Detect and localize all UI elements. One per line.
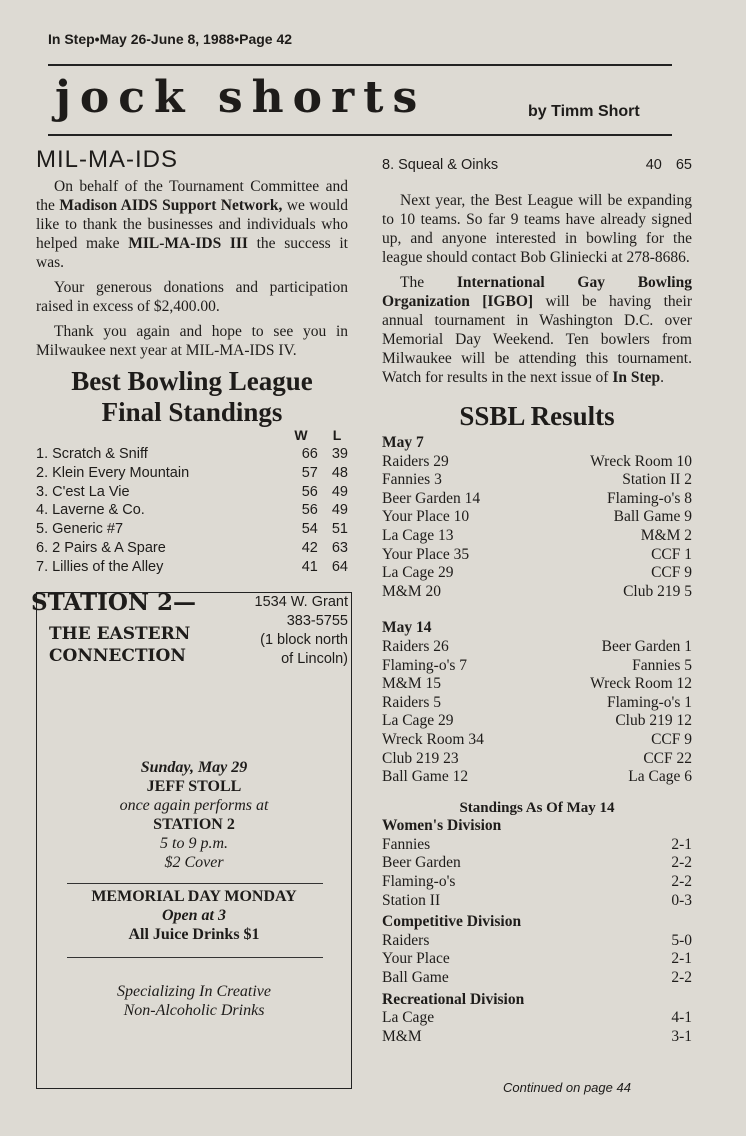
best-league-row xyxy=(36,501,348,520)
byline: by Timm Short xyxy=(528,103,640,120)
division-name: Women's Division xyxy=(382,817,502,835)
team-name: Flaming-o's xyxy=(382,873,456,891)
loser: Wreck Room 10 xyxy=(590,452,692,470)
best-league-headline: Best Bowling League Final Standings xyxy=(71,366,313,427)
record: 2-1 xyxy=(671,950,692,968)
standing-row xyxy=(382,892,692,911)
winner: Raiders 29 xyxy=(382,452,449,470)
standing-row xyxy=(382,1028,692,1047)
standing-row xyxy=(382,854,692,873)
result-row xyxy=(382,508,692,527)
result-row xyxy=(382,546,692,565)
standing-row xyxy=(382,873,692,892)
next-year-paragraph: Next year, the Best League will be expanding to 10 teams. So far 9 teams have already signed up, and anyone interested in bowling for the league should contact Bob Gliniecki at 278-8686. xyxy=(382,192,692,266)
loser: Ball Game 9 xyxy=(613,508,692,526)
ad-event: Sunday, May 29 JEFF STOLL once again performs at STATION 2 5 to 9 p.m. $2 Cover xyxy=(119,759,269,871)
loser: Beer Garden 1 xyxy=(601,637,692,655)
losses: 39 xyxy=(331,446,348,462)
loser: Station II 2 xyxy=(622,471,692,489)
result-row xyxy=(382,564,692,583)
division-name: Competitive Division xyxy=(382,913,522,931)
team-name: 6. 2 Pairs & A Spare xyxy=(36,539,166,556)
loser: Flaming-o's 8 xyxy=(606,489,692,507)
losses: 64 xyxy=(331,558,348,575)
loser: Flaming-o's 1 xyxy=(606,693,692,711)
standings-title: Standings As Of May 14 xyxy=(459,799,615,816)
record: 3-1 xyxy=(671,1027,692,1045)
record: 2-2 xyxy=(671,969,692,987)
team-name: Your Place xyxy=(382,950,450,968)
top-rule xyxy=(48,64,672,66)
result-row xyxy=(382,750,692,769)
wins: 41 xyxy=(301,558,318,575)
result-row xyxy=(382,583,692,602)
right-column xyxy=(382,156,692,1046)
left-column xyxy=(36,146,349,577)
result-row xyxy=(382,712,692,731)
may14-label: May 14 xyxy=(382,619,432,637)
team-name: Station II xyxy=(382,891,441,909)
team-name: Beer Garden xyxy=(382,854,461,872)
losses: 49 xyxy=(331,483,348,500)
loser: Fannies 5 xyxy=(632,656,692,674)
losses: 51 xyxy=(331,521,348,538)
best-league-table xyxy=(36,426,348,577)
page-folio: In Step•May 26-June 8, 1988•Page 42 xyxy=(48,31,293,47)
team-name: Raiders xyxy=(382,931,430,949)
winner: Raiders 5 xyxy=(382,693,441,711)
standing-row xyxy=(382,969,692,988)
team-name: Ball Game xyxy=(382,969,449,987)
loser: CCF 1 xyxy=(651,545,692,563)
team-name: La Cage xyxy=(382,1009,435,1027)
ad-specializing: Specializing In Creative Non-Alcoholic Drinks xyxy=(116,983,272,1019)
ad-name-line2: THE EASTERN xyxy=(49,624,191,644)
result-row xyxy=(382,657,692,676)
loser: La Cage 6 xyxy=(628,768,692,786)
loser: Wreck Room 12 xyxy=(590,675,692,693)
winner: Your Place 10 xyxy=(382,508,470,526)
winner: Raiders 26 xyxy=(382,637,449,655)
wins: 42 xyxy=(301,539,318,556)
ad-name-line1: STATION 2— xyxy=(31,589,196,616)
continued-note: Continued on page 44 xyxy=(503,1080,631,1095)
best-league-row xyxy=(36,539,348,558)
record: 5-0 xyxy=(671,931,692,949)
loser: CCF 22 xyxy=(643,749,692,767)
result-row xyxy=(382,694,692,713)
winner: La Cage 29 xyxy=(382,712,454,730)
station2-advertisement xyxy=(31,589,352,1089)
ad-address: 1534 W. Grant 383-5755 (1 block north of Lincoln) xyxy=(254,594,348,667)
record: 2-2 xyxy=(671,854,692,872)
best-league-row xyxy=(36,483,348,502)
team-name: 1. Scratch & Sniff xyxy=(36,446,148,462)
may7-label: May 7 xyxy=(382,434,424,451)
team-name: 3. C'est La Vie xyxy=(36,483,130,500)
milmaids-paragraph-2: Your generous donations and participation raised in excess of $2,400.00. xyxy=(36,279,348,315)
section-masthead: jock shorts xyxy=(55,72,427,123)
milmaids-title: MIL-MA-IDS xyxy=(36,146,178,173)
best-league-row-8: 8. Squeal & Oinks 40 65 xyxy=(382,157,692,173)
result-row xyxy=(382,527,692,546)
wins: 54 xyxy=(301,521,318,538)
result-row xyxy=(382,471,692,490)
ad-divider-2 xyxy=(67,957,323,958)
loser: CCF 9 xyxy=(651,730,692,748)
winner: Wreck Room 34 xyxy=(382,730,484,748)
best-league-header: W L xyxy=(294,427,342,443)
division-name: Recreational Division xyxy=(382,990,525,1008)
record: 2-2 xyxy=(671,873,692,891)
wins: 57 xyxy=(301,464,318,481)
wins: 56 xyxy=(301,502,318,519)
losses: 63 xyxy=(331,539,348,556)
ad-divider-1 xyxy=(67,883,323,884)
winner: La Cage 29 xyxy=(382,564,454,582)
best-league-row xyxy=(36,464,348,483)
team-name: 4. Laverne & Co. xyxy=(36,502,145,519)
winner: Beer Garden 14 xyxy=(382,489,481,507)
winner: Your Place 35 xyxy=(382,545,470,563)
result-row xyxy=(382,638,692,657)
ad-memorial: MEMORIAL DAY MONDAY Open at 3 All Juice Drinks $1 xyxy=(91,888,297,943)
record: 4-1 xyxy=(671,1009,692,1027)
team-name: M&M xyxy=(382,1027,422,1045)
team-name: 2. Klein Every Mountain xyxy=(36,464,190,481)
ssbl-results xyxy=(382,434,692,1046)
record: 0-3 xyxy=(671,891,692,909)
winner: Club 219 23 xyxy=(382,749,459,767)
masthead-rule xyxy=(48,134,672,136)
result-row xyxy=(382,768,692,787)
result-row xyxy=(382,731,692,750)
winner: M&M 20 xyxy=(382,582,441,600)
loser: Club 219 12 xyxy=(615,712,692,730)
standing-row xyxy=(382,1009,692,1028)
result-row xyxy=(382,490,692,509)
team-name: 7. Lillies of the Alley xyxy=(36,558,164,575)
winner: Ball Game 12 xyxy=(382,768,469,786)
result-row xyxy=(382,675,692,694)
standing-row xyxy=(382,932,692,951)
record: 2-1 xyxy=(671,835,692,853)
winner: Fannies 3 xyxy=(382,471,442,489)
team-name: 5. Generic #7 xyxy=(36,521,124,538)
losses: 48 xyxy=(331,464,348,481)
wins: 56 xyxy=(301,483,318,500)
winner: Flaming-o's 7 xyxy=(382,656,468,674)
ad-name-line3: CONNECTION xyxy=(49,646,186,666)
loser: M&M 2 xyxy=(640,526,692,544)
best-league-row xyxy=(36,520,348,539)
losses: 49 xyxy=(331,502,348,519)
best-league-row xyxy=(36,558,348,577)
winner: M&M 15 xyxy=(382,675,441,693)
loser: Club 219 5 xyxy=(623,582,692,600)
best-league-row xyxy=(36,445,348,464)
team-name: Fannies xyxy=(382,835,431,853)
loser: CCF 9 xyxy=(651,564,692,582)
winner: La Cage 13 xyxy=(382,526,454,544)
standing-row xyxy=(382,950,692,969)
result-row xyxy=(382,453,692,472)
ssbl-title: SSBL Results xyxy=(459,401,615,431)
igbo-paragraph: The International Gay Bowling Organization [IGBO] will be having their annual tournament in Washington D.C. over Memorial Day Weekend. Ten bowlers from Milwaukee will be attending this tournament. Watch for results in the next issue of In Step. xyxy=(382,274,692,386)
standing-row xyxy=(382,836,692,855)
milmaids-paragraph-1: On behalf of the Tournament Committee and the Madison AIDS Support Network, we would like to thank the businesses and individuals who helped make MIL-MA-IDS III the success it was. xyxy=(36,178,349,271)
wins: 66 xyxy=(301,446,318,462)
milmaids-paragraph-3: Thank you again and hope to see you in Milwaukee next year at MIL-MA-IDS IV. xyxy=(36,323,348,359)
